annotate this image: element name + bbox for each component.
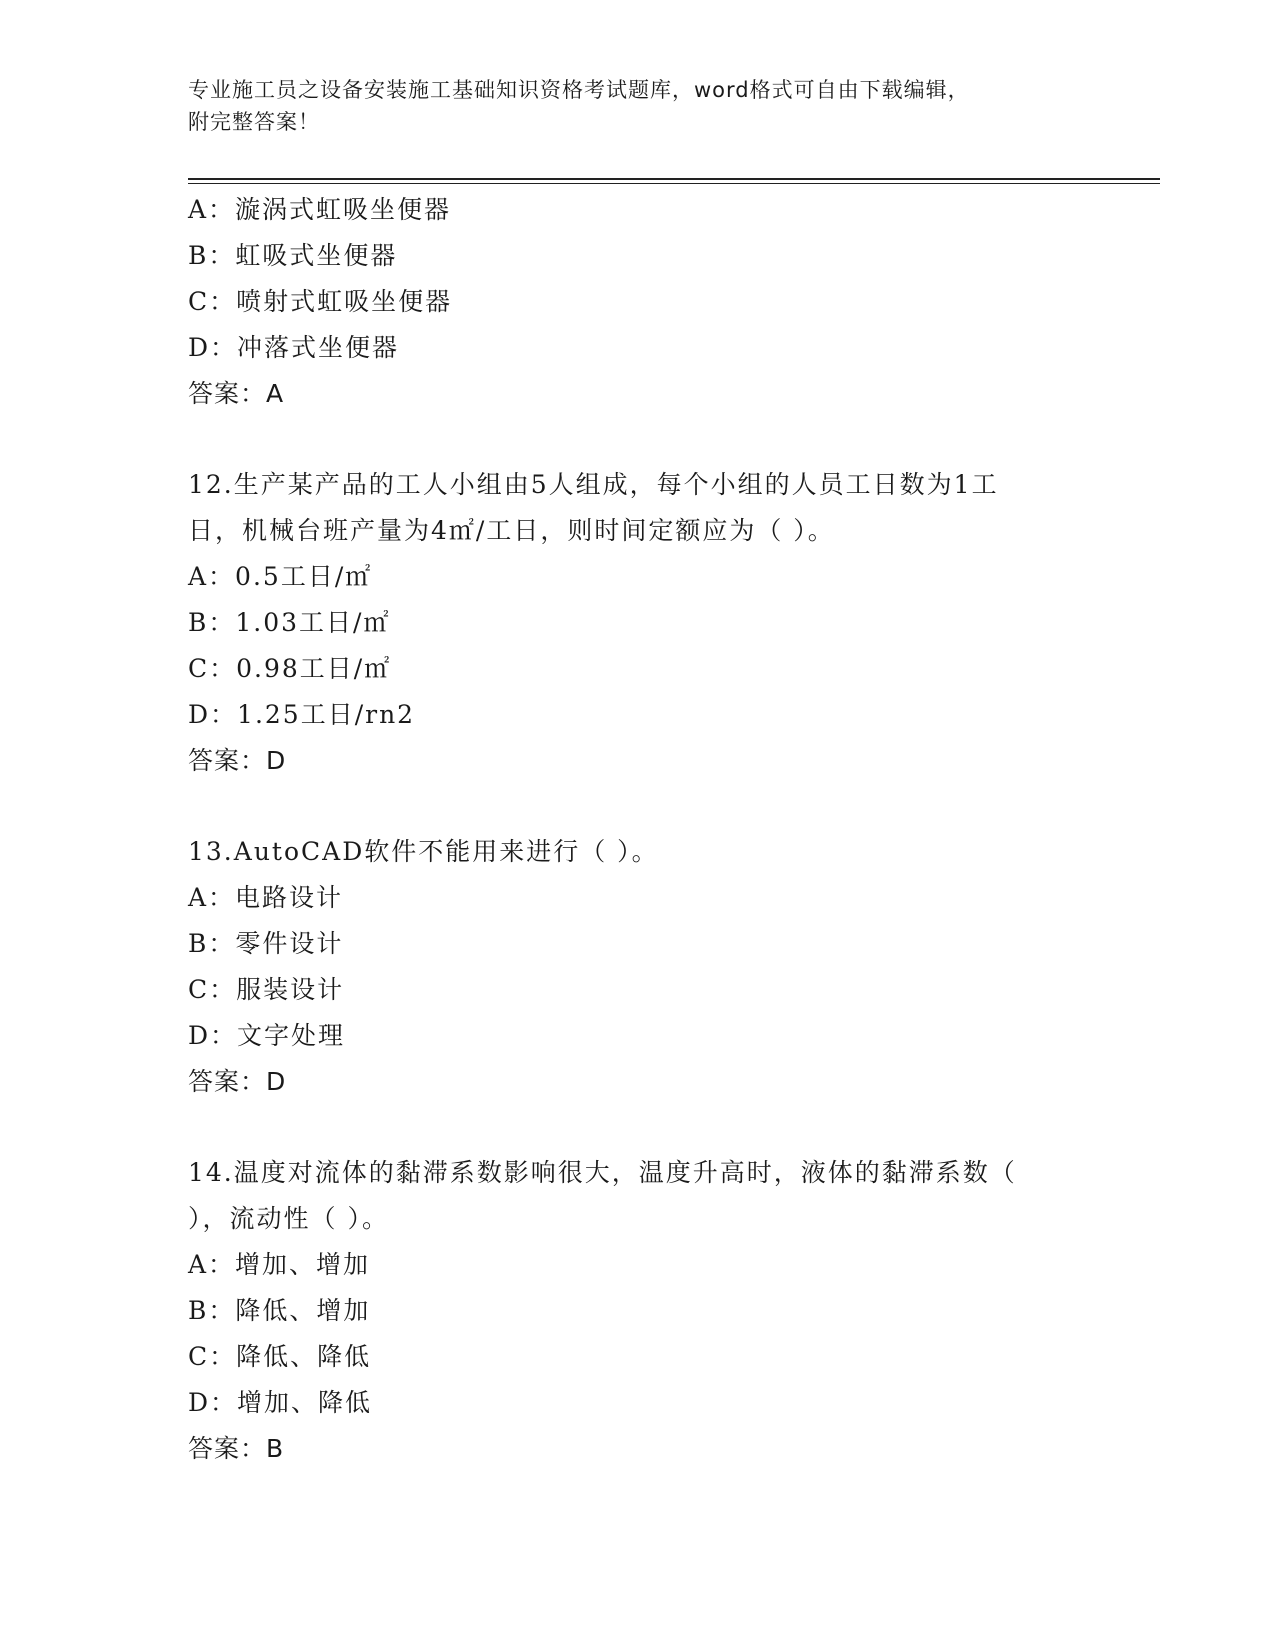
option-b: B：虹吸式坐便器 bbox=[188, 241, 398, 270]
option-c: C：服装设计 bbox=[188, 975, 345, 1004]
question-text-line-1: 12.生产某产品的工人小组由5人组成，每个小组的人员工日数为1工 bbox=[188, 470, 999, 499]
option-c: C：降低、降低 bbox=[188, 1342, 372, 1371]
question-11 bbox=[188, 187, 1088, 417]
question-text-line-1: 14.温度对流体的黏滞系数影响很大，温度升高时，液体的黏滞系数（ bbox=[188, 1158, 1017, 1187]
option-c: C：0.98工日/㎡ bbox=[188, 654, 392, 683]
header-line-1: 专业施工员之设备安装施工基础知识资格考试题库，word格式可自由下载编辑， bbox=[188, 78, 970, 102]
answer: 答案：D bbox=[188, 746, 287, 775]
option-a: A：漩涡式虹吸坐便器 bbox=[188, 195, 452, 224]
option-d: D：冲落式坐便器 bbox=[188, 333, 400, 362]
header-divider-thick bbox=[188, 178, 1160, 180]
header-divider-thin bbox=[188, 183, 1160, 184]
option-a: A：增加、增加 bbox=[188, 1250, 371, 1279]
question-12 bbox=[188, 462, 1088, 784]
answer: 答案：B bbox=[188, 1434, 285, 1463]
option-a: A：电路设计 bbox=[188, 883, 344, 912]
question-text-line-2: 日，机械台班产量为4㎡/工日，则时间定额应为（ ）。 bbox=[188, 516, 835, 545]
option-c: C：喷射式虹吸坐便器 bbox=[188, 287, 453, 316]
question-13 bbox=[188, 829, 1088, 1105]
document-header bbox=[188, 74, 1088, 138]
question-text-line-2: ），流动性（ ）。 bbox=[188, 1204, 389, 1233]
question-14 bbox=[188, 1150, 1088, 1472]
header-line-2: 附完整答案！ bbox=[188, 110, 320, 134]
question-text-line-1: 13.AutoCAD软件不能用来进行（ ）。 bbox=[188, 837, 659, 866]
option-a: A：0.5工日/㎡ bbox=[188, 562, 373, 591]
document-body bbox=[188, 187, 1088, 1472]
option-b: B：1.03工日/㎡ bbox=[188, 608, 391, 637]
answer: 答案：D bbox=[188, 1067, 287, 1096]
option-b: B：降低、增加 bbox=[188, 1296, 371, 1325]
option-d: D：增加、降低 bbox=[188, 1388, 373, 1417]
option-d: D：1.25工日/rn2 bbox=[188, 700, 416, 729]
option-d: D：文字处理 bbox=[188, 1021, 346, 1050]
option-b: B：零件设计 bbox=[188, 929, 344, 958]
answer: 答案：A bbox=[188, 379, 285, 408]
